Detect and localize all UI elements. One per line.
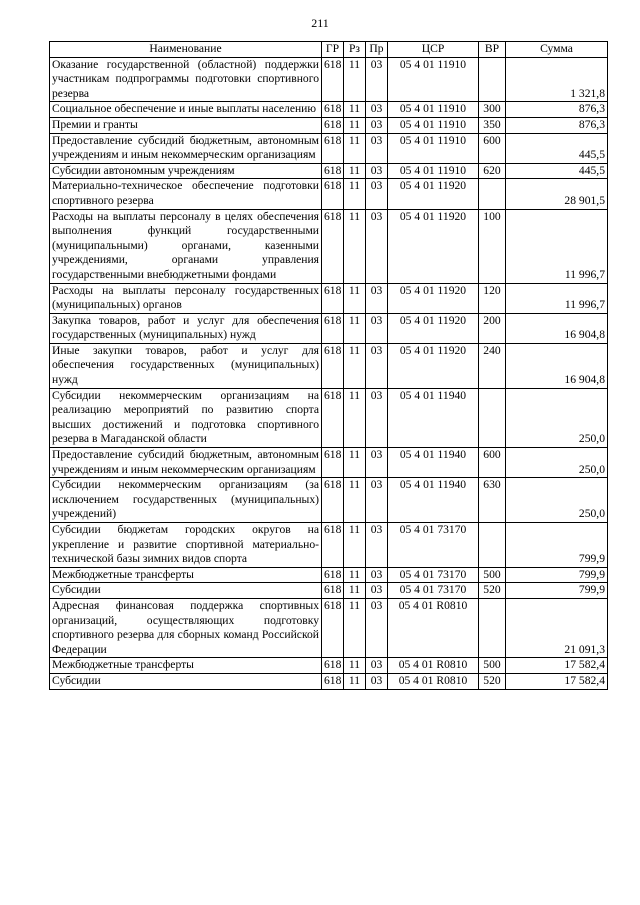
row-gr-cell: 618 <box>322 283 344 313</box>
row-vr-cell: 200 <box>479 313 506 343</box>
row-vr-cell: 520 <box>479 583 506 599</box>
row-sum-cell: 21 091,3 <box>506 598 608 657</box>
row-gr-cell: 618 <box>322 388 344 447</box>
row-sum-cell: 16 904,8 <box>506 343 608 388</box>
row-pr-cell: 03 <box>366 179 388 209</box>
row-name-cell: Субсидии <box>50 583 322 599</box>
row-name-cell: Межбюджетные трансферты <box>50 567 322 583</box>
row-vr-cell <box>479 179 506 209</box>
row-csr-cell: 05 4 01 11920 <box>388 179 479 209</box>
row-vr-cell: 620 <box>479 163 506 179</box>
header-pr: Пр <box>366 42 388 58</box>
row-gr-cell: 618 <box>322 313 344 343</box>
header-csr: ЦСР <box>388 42 479 58</box>
header-gr: ГР <box>322 42 344 58</box>
table-row <box>50 313 608 343</box>
row-rz-cell: 11 <box>344 313 366 343</box>
table-row <box>50 658 608 674</box>
row-csr-cell: 05 4 01 11920 <box>388 209 479 283</box>
row-name-cell: Субсидии <box>50 673 322 689</box>
row-vr-cell <box>479 598 506 657</box>
table-body <box>50 57 608 689</box>
table-row <box>50 209 608 283</box>
row-sum-cell: 11 996,7 <box>506 283 608 313</box>
row-name-cell: Субсидии некоммерческим организациям (за исключением государственных (муниципальных) учреждений) <box>50 478 322 523</box>
row-rz-cell: 11 <box>344 523 366 568</box>
row-vr-cell: 500 <box>479 567 506 583</box>
row-csr-cell: 05 4 01 R0810 <box>388 598 479 657</box>
row-pr-cell: 03 <box>366 209 388 283</box>
row-vr-cell: 300 <box>479 102 506 118</box>
header-rz: Рз <box>344 42 366 58</box>
row-name-cell: Социальное обеспечение и иные выплаты населению <box>50 102 322 118</box>
row-sum-cell: 17 582,4 <box>506 673 608 689</box>
row-rz-cell: 11 <box>344 163 366 179</box>
row-gr-cell: 618 <box>322 523 344 568</box>
row-name-cell: Предоставление субсидий бюджетным, автономным учреждениям и иным некоммерческим организациям <box>50 133 322 163</box>
row-name-cell: Адресная финансовая поддержка спортивных организаций, осуществляющих подготовку спортивного резерва для сборных команд Российской Федерации <box>50 598 322 657</box>
row-gr-cell: 618 <box>322 209 344 283</box>
row-csr-cell: 05 4 01 R0810 <box>388 658 479 674</box>
row-vr-cell <box>479 388 506 447</box>
row-rz-cell: 11 <box>344 133 366 163</box>
row-sum-cell: 799,9 <box>506 567 608 583</box>
row-rz-cell: 11 <box>344 209 366 283</box>
row-sum-cell: 11 996,7 <box>506 209 608 283</box>
header-name: Наименование <box>50 42 322 58</box>
row-csr-cell: 05 4 01 11920 <box>388 313 479 343</box>
row-name-cell: Оказание государственной (областной) поддержки участникам подпрограммы подготовки спортивного резерва <box>50 57 322 102</box>
row-csr-cell: 05 4 01 11920 <box>388 283 479 313</box>
row-sum-cell: 445,5 <box>506 163 608 179</box>
row-gr-cell: 618 <box>322 102 344 118</box>
row-pr-cell: 03 <box>366 102 388 118</box>
row-sum-cell: 876,3 <box>506 117 608 133</box>
row-rz-cell: 11 <box>344 388 366 447</box>
table-row <box>50 102 608 118</box>
table-row <box>50 179 608 209</box>
row-sum-cell: 799,9 <box>506 523 608 568</box>
row-name-cell: Премии и гранты <box>50 117 322 133</box>
row-gr-cell: 618 <box>322 673 344 689</box>
row-name-cell: Иные закупки товаров, работ и услуг для обеспечения государственных (муниципальных) нужд <box>50 343 322 388</box>
row-pr-cell: 03 <box>366 448 388 478</box>
row-sum-cell: 250,0 <box>506 448 608 478</box>
row-name-cell: Субсидии некоммерческим организациям на реализацию мероприятий по развитию спорта высших достижений и подготовка спортивного резерва в Магаданской области <box>50 388 322 447</box>
row-gr-cell: 618 <box>322 478 344 523</box>
row-sum-cell: 876,3 <box>506 102 608 118</box>
table-row <box>50 583 608 599</box>
row-gr-cell: 618 <box>322 567 344 583</box>
table-row <box>50 673 608 689</box>
row-rz-cell: 11 <box>344 583 366 599</box>
table-row <box>50 388 608 447</box>
row-sum-cell: 17 582,4 <box>506 658 608 674</box>
row-sum-cell: 28 901,5 <box>506 179 608 209</box>
budget-table <box>49 41 608 690</box>
row-pr-cell: 03 <box>366 57 388 102</box>
row-sum-cell: 799,9 <box>506 583 608 599</box>
row-pr-cell: 03 <box>366 598 388 657</box>
page-number: 211 <box>311 16 329 30</box>
row-pr-cell: 03 <box>366 478 388 523</box>
row-rz-cell: 11 <box>344 658 366 674</box>
row-csr-cell: 05 4 01 R0810 <box>388 673 479 689</box>
row-gr-cell: 618 <box>322 598 344 657</box>
row-rz-cell: 11 <box>344 478 366 523</box>
row-pr-cell: 03 <box>366 673 388 689</box>
table-row <box>50 478 608 523</box>
table-row <box>50 567 608 583</box>
row-gr-cell: 618 <box>322 57 344 102</box>
table-row <box>50 343 608 388</box>
row-sum-cell: 1 321,8 <box>506 57 608 102</box>
row-csr-cell: 05 4 01 11910 <box>388 102 479 118</box>
row-rz-cell: 11 <box>344 343 366 388</box>
table-row <box>50 283 608 313</box>
row-pr-cell: 03 <box>366 343 388 388</box>
row-csr-cell: 05 4 01 11910 <box>388 117 479 133</box>
row-csr-cell: 05 4 01 73170 <box>388 583 479 599</box>
row-vr-cell: 520 <box>479 673 506 689</box>
table-row <box>50 448 608 478</box>
row-name-cell: Закупка товаров, работ и услуг для обеспечения государственных (муниципальных) нужд <box>50 313 322 343</box>
row-name-cell: Межбюджетные трансферты <box>50 658 322 674</box>
row-rz-cell: 11 <box>344 117 366 133</box>
row-rz-cell: 11 <box>344 283 366 313</box>
row-vr-cell: 600 <box>479 448 506 478</box>
row-csr-cell: 05 4 01 11920 <box>388 343 479 388</box>
table-row <box>50 117 608 133</box>
row-csr-cell: 05 4 01 11910 <box>388 133 479 163</box>
row-pr-cell: 03 <box>366 388 388 447</box>
row-name-cell: Субсидии бюджетам городских округов на укрепление и развитие спортивной материально-технической базы зимних видов спорта <box>50 523 322 568</box>
row-csr-cell: 05 4 01 11940 <box>388 388 479 447</box>
row-sum-cell: 250,0 <box>506 478 608 523</box>
row-pr-cell: 03 <box>366 583 388 599</box>
row-sum-cell: 16 904,8 <box>506 313 608 343</box>
row-pr-cell: 03 <box>366 658 388 674</box>
row-gr-cell: 618 <box>322 658 344 674</box>
row-gr-cell: 618 <box>322 179 344 209</box>
row-vr-cell <box>479 57 506 102</box>
row-sum-cell: 250,0 <box>506 388 608 447</box>
row-vr-cell <box>479 523 506 568</box>
row-vr-cell: 600 <box>479 133 506 163</box>
row-rz-cell: 11 <box>344 448 366 478</box>
row-gr-cell: 618 <box>322 583 344 599</box>
row-gr-cell: 618 <box>322 133 344 163</box>
row-gr-cell: 618 <box>322 343 344 388</box>
row-name-cell: Расходы на выплаты персоналу в целях обеспечения выполнения функций государственными (муниципальными) органами, казенными учреждениями, органами управления государственными внебюджетными фондами <box>50 209 322 283</box>
row-csr-cell: 05 4 01 11910 <box>388 163 479 179</box>
row-name-cell: Предоставление субсидий бюджетным, автономным учреждениям и иным некоммерческим организациям <box>50 448 322 478</box>
row-vr-cell: 500 <box>479 658 506 674</box>
row-pr-cell: 03 <box>366 163 388 179</box>
row-csr-cell: 05 4 01 11910 <box>388 57 479 102</box>
row-pr-cell: 03 <box>366 117 388 133</box>
row-gr-cell: 618 <box>322 448 344 478</box>
row-vr-cell: 240 <box>479 343 506 388</box>
header-sum: Сумма <box>506 42 608 58</box>
row-pr-cell: 03 <box>366 313 388 343</box>
row-gr-cell: 618 <box>322 163 344 179</box>
header-vr: ВР <box>479 42 506 58</box>
row-gr-cell: 618 <box>322 117 344 133</box>
table-row <box>50 57 608 102</box>
table-row <box>50 163 608 179</box>
table-row <box>50 523 608 568</box>
table-row <box>50 133 608 163</box>
row-sum-cell: 445,5 <box>506 133 608 163</box>
row-rz-cell: 11 <box>344 179 366 209</box>
row-rz-cell: 11 <box>344 673 366 689</box>
row-name-cell: Расходы на выплаты персоналу государственных (муниципальных) органов <box>50 283 322 313</box>
row-pr-cell: 03 <box>366 523 388 568</box>
row-name-cell: Материально-техническое обеспечение подготовки спортивного резерва <box>50 179 322 209</box>
row-rz-cell: 11 <box>344 102 366 118</box>
table-row <box>50 598 608 657</box>
row-rz-cell: 11 <box>344 567 366 583</box>
row-rz-cell: 11 <box>344 57 366 102</box>
header-row <box>50 42 608 58</box>
row-pr-cell: 03 <box>366 283 388 313</box>
row-pr-cell: 03 <box>366 133 388 163</box>
row-vr-cell: 120 <box>479 283 506 313</box>
row-vr-cell: 100 <box>479 209 506 283</box>
row-pr-cell: 03 <box>366 567 388 583</box>
row-name-cell: Субсидии автономным учреждениям <box>50 163 322 179</box>
row-vr-cell: 350 <box>479 117 506 133</box>
row-vr-cell: 630 <box>479 478 506 523</box>
row-csr-cell: 05 4 01 11940 <box>388 478 479 523</box>
row-csr-cell: 05 4 01 73170 <box>388 567 479 583</box>
row-rz-cell: 11 <box>344 598 366 657</box>
row-csr-cell: 05 4 01 11940 <box>388 448 479 478</box>
row-csr-cell: 05 4 01 73170 <box>388 523 479 568</box>
